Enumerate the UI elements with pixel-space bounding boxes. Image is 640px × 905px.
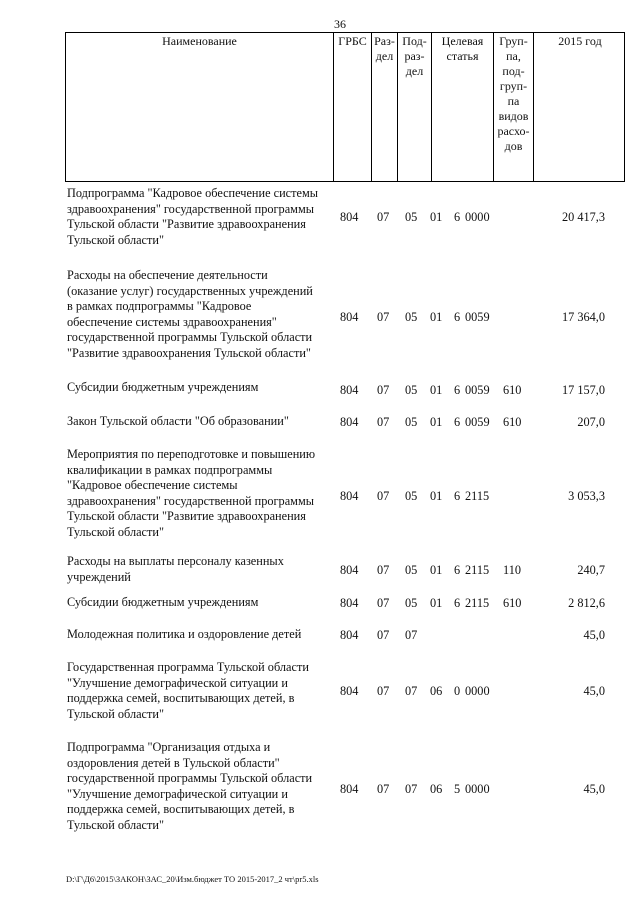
expense-type-code: 110 bbox=[503, 563, 521, 577]
target-subprogram: 6 bbox=[454, 489, 461, 503]
amount-2015: 45,0 bbox=[583, 782, 605, 796]
table-header bbox=[65, 32, 625, 182]
podrazdel-code: 05 bbox=[405, 596, 418, 610]
header-grbs: ГРБС bbox=[333, 33, 371, 181]
amount-2015: 45,0 bbox=[583, 684, 605, 698]
target-program: 01 bbox=[430, 415, 443, 429]
razdel-code: 07 bbox=[377, 596, 390, 610]
amount-2015: 3 053,3 bbox=[568, 489, 605, 503]
razdel-code: 07 bbox=[377, 563, 390, 577]
target-program: 01 bbox=[430, 383, 443, 397]
grbs-code: 804 bbox=[340, 383, 359, 397]
row-name: Мероприятия по переподготовке и повышению квалификации в рамках подпрограммы "Кадровое обеспечение системы здравоохранения" государственной программы Тульской области "Развитие здравоохранения Тульской области" bbox=[67, 447, 316, 539]
razdel-code: 07 bbox=[377, 415, 390, 429]
target-subprogram: 6 bbox=[454, 210, 461, 224]
podrazdel-code: 05 bbox=[405, 489, 418, 503]
header-group: Груп- па, под- груп- па видов расхо- дов bbox=[493, 33, 533, 181]
podrazdel-code: 07 bbox=[405, 628, 418, 642]
amount-2015: 20 417,3 bbox=[561, 210, 605, 224]
grbs-code: 804 bbox=[340, 310, 359, 324]
podrazdel-code: 05 bbox=[405, 383, 418, 397]
target-program: 01 bbox=[430, 489, 443, 503]
row-name: Закон Тульской области "Об образовании" bbox=[67, 414, 289, 428]
podrazdel-code: 07 bbox=[405, 684, 418, 698]
header-name: Наименование bbox=[162, 34, 237, 48]
target-direction: 0000 bbox=[465, 782, 490, 796]
amount-2015: 2 812,6 bbox=[568, 596, 605, 610]
header-target: Целевая статья bbox=[431, 33, 493, 181]
grbs-code: 804 bbox=[340, 210, 359, 224]
razdel-code: 07 bbox=[377, 210, 390, 224]
target-subprogram: 6 bbox=[454, 596, 461, 610]
row-name: Субсидии бюджетным учреждениям bbox=[67, 595, 259, 609]
razdel-code: 07 bbox=[377, 383, 390, 397]
page-number: 36 bbox=[334, 17, 346, 31]
target-subprogram: 5 bbox=[454, 782, 461, 796]
grbs-code: 804 bbox=[340, 684, 359, 698]
target-direction: 0059 bbox=[465, 415, 490, 429]
grbs-code: 804 bbox=[340, 782, 359, 796]
grbs-code: 804 bbox=[340, 596, 359, 610]
podrazdel-code: 05 bbox=[405, 563, 418, 577]
razdel-code: 07 bbox=[377, 628, 390, 642]
target-program: 01 bbox=[430, 310, 443, 324]
target-direction: 2115 bbox=[465, 489, 490, 503]
podrazdel-code: 05 bbox=[405, 415, 418, 429]
podrazdel-code: 05 bbox=[405, 210, 418, 224]
amount-2015: 45,0 bbox=[583, 628, 605, 642]
row-name: Расходы на обеспечение деятельности (оказание услуг) государственных учреждений в рамках подпрограммы "Кадровое обеспечение системы здравоохранения" государственной программы Тульской области "Развитие здравоохранения Тульской области" bbox=[67, 268, 313, 360]
podrazdel-code: 05 bbox=[405, 310, 418, 324]
target-subprogram: 6 bbox=[454, 310, 461, 324]
grbs-code: 804 bbox=[340, 489, 359, 503]
podrazdel-code: 07 bbox=[405, 782, 418, 796]
expense-type-code: 610 bbox=[503, 383, 522, 397]
target-program: 01 bbox=[430, 596, 443, 610]
target-program: 01 bbox=[430, 563, 443, 577]
expense-type-code: 610 bbox=[503, 415, 522, 429]
target-direction: 2115 bbox=[465, 563, 490, 577]
target-direction: 0059 bbox=[465, 310, 490, 324]
amount-2015: 17 157,0 bbox=[561, 383, 605, 397]
grbs-code: 804 bbox=[340, 628, 359, 642]
row-name: Субсидии бюджетным учреждениям bbox=[67, 380, 259, 394]
target-subprogram: 6 bbox=[454, 415, 461, 429]
header-podrazdel: Под- раз- дел bbox=[397, 33, 431, 181]
target-subprogram: 0 bbox=[454, 684, 461, 698]
razdel-code: 07 bbox=[377, 310, 390, 324]
grbs-code: 804 bbox=[340, 563, 359, 577]
target-program: 06 bbox=[430, 782, 443, 796]
target-direction: 0000 bbox=[465, 684, 490, 698]
row-name: Расходы на выплаты персоналу казенных учреждений bbox=[67, 554, 284, 584]
target-program: 01 bbox=[430, 210, 443, 224]
razdel-code: 07 bbox=[377, 782, 390, 796]
file-path-footer: D:\Г\Д6\2015\ЗАКОН\ЗАС_20\Изм.бюджет ТО 2015-2017_2 чт\pr5.xls bbox=[66, 874, 319, 884]
target-direction: 0000 bbox=[465, 210, 490, 224]
amount-2015: 240,7 bbox=[577, 563, 605, 577]
row-name: Подпрограмма "Организация отдыха и оздоровления детей в Тульской области" государственной программы Тульской области "Улучшение демографической ситуации и поддержка семей, воспитывающих детей, в Тульской области" bbox=[67, 740, 313, 832]
target-direction: 2115 bbox=[465, 596, 490, 610]
row-name: Государственная программа Тульской области "Улучшение демографической ситуации и поддержка семей, воспитывающих детей, в Тульской области" bbox=[67, 660, 309, 721]
target-direction: 0059 bbox=[465, 383, 490, 397]
grbs-code: 804 bbox=[340, 415, 359, 429]
target-program: 06 bbox=[430, 684, 443, 698]
row-name: Молодежная политика и оздоровление детей bbox=[67, 627, 302, 641]
header-razdel: Раз- дел bbox=[371, 33, 397, 181]
razdel-code: 07 bbox=[377, 684, 390, 698]
target-subprogram: 6 bbox=[454, 383, 461, 397]
row-name: Подпрограмма "Кадровое обеспечение системы здравоохранения" государственной программы Тульской области "Развитие здравоохранения Тульской области" bbox=[67, 186, 318, 247]
razdel-code: 07 bbox=[377, 489, 390, 503]
header-year: 2015 год bbox=[533, 33, 626, 181]
expense-type-code: 610 bbox=[503, 596, 522, 610]
target-subprogram: 6 bbox=[454, 563, 461, 577]
amount-2015: 207,0 bbox=[577, 415, 605, 429]
amount-2015: 17 364,0 bbox=[561, 310, 605, 324]
